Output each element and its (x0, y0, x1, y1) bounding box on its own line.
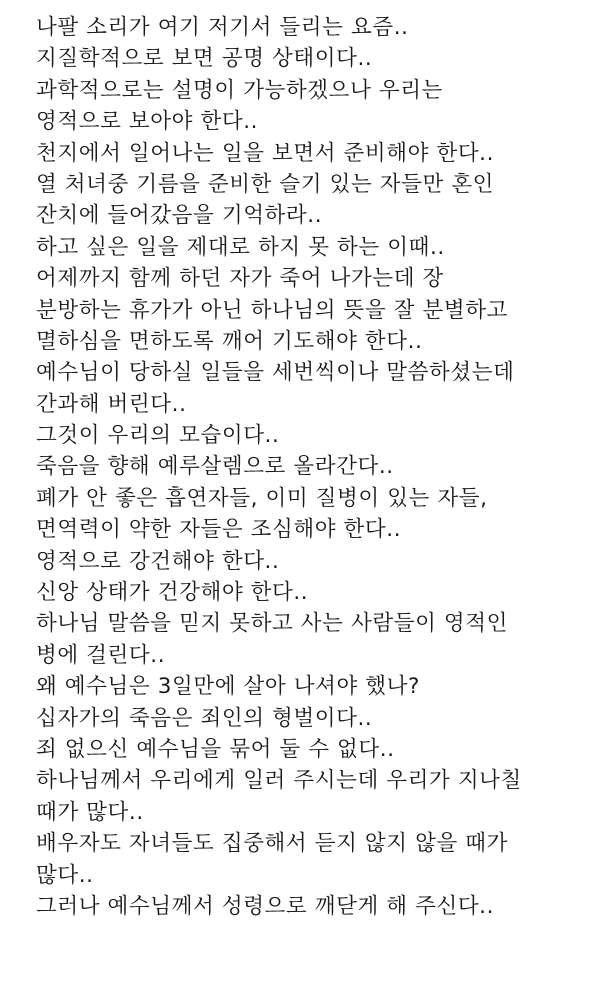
text-line-11: 멸하심을 면하도록 깨어 기도해야 한다.. (36, 328, 423, 354)
text-line-4: 영적으로 보아야 한다.. (36, 109, 259, 135)
text-line-3: 과학적으로는 설명이 가능하겠으나 우리는 (36, 77, 443, 103)
text-line-17: 면역력이 약한 자들은 조심해야 한다.. (36, 517, 402, 543)
text-line-25: 하나님께서 우리에게 일러 주시는데 우리가 지나칠 (36, 768, 522, 794)
text-line-23: 십자가의 죽음은 죄인의 형벌이다.. (36, 705, 373, 731)
text-line-29: 그러나 예수님께서 성령으로 깨닫게 해 주신다.. (36, 893, 495, 919)
text-line-16: 폐가 안 좋은 흡연자들, 이미 질병이 있는 자들, (36, 485, 488, 511)
text-line-24: 죄 없으신 예수님을 묶어 둘 수 없다.. (36, 736, 395, 762)
text-line-15: 죽음을 향해 예루살렘으로 올라간다.. (36, 454, 394, 480)
text-line-5: 천지에서 일어나는 일을 보면서 준비해야 한다.. (36, 140, 495, 166)
text-line-20: 하나님 말씀을 믿지 못하고 사는 사람들이 영적인 (36, 611, 508, 637)
text-line-26: 때가 많다.. (36, 799, 144, 825)
text-line-7: 잔치에 들어갔음을 기억하라.. (36, 203, 323, 229)
text-line-1 (36, 12, 586, 43)
text-line-27: 배우자도 자녀들도 집중해서 듣지 않지 않을 때가 (36, 831, 508, 857)
text-line-21: 병에 걸린다.. (36, 642, 166, 668)
text-line-10: 분방하는 휴가가 아닌 하나님의 뜻을 잘 분별하고 (36, 297, 508, 323)
text-line-12: 예수님이 당하실 일들을 세번씩이나 말씀하셨는데 (36, 360, 515, 386)
text-line-1-content: 나팔 소리가 여기 저기서 들리는 요즘.. (36, 15, 409, 40)
text-line-22: 왜 예수님은 3일만에 살아 나셔야 했나? (36, 674, 420, 700)
text-line-13: 간과해 버린다.. (36, 391, 187, 417)
text-line-9: 어제까지 함께 하던 자가 죽어 나가는데 장 (36, 266, 444, 292)
text-line-2: 지질학적으로 보면 공명 상태이다.. (36, 46, 373, 72)
text-line-28: 많다.. (36, 862, 94, 888)
text-line-18: 영적으로 강건해야 한다.. (36, 548, 280, 574)
text-line-19: 신앙 상태가 건강해야 한다.. (36, 580, 309, 606)
text-line-8: 하고 싶은 일을 제대로 하지 못 하는 이때.. (36, 234, 445, 260)
text-line-6: 열 처녀중 기름을 준비한 슬기 있는 자들만 혼인 (36, 171, 495, 197)
text-line-14: 그것이 우리의 모습이다.. (36, 423, 280, 449)
